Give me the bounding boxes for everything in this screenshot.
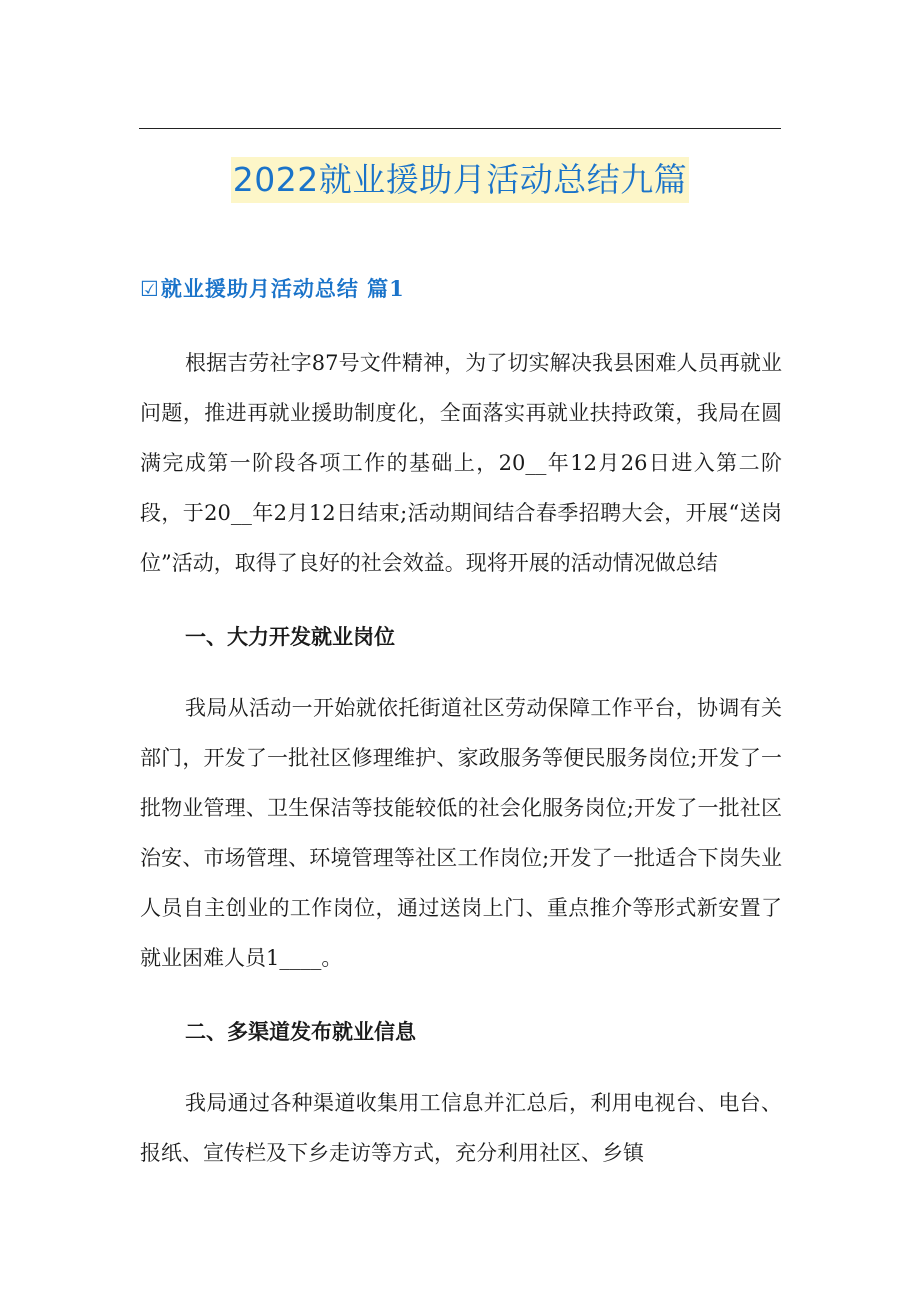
- checkbox-icon: ☑: [140, 277, 160, 301]
- section-heading: [140, 273, 405, 305]
- paragraph-jobs: 我局从活动一开始就依托街道社区劳动保障工作平台，协调有关部门，开发了一批社区修理维护、家政服务等便民服务岗位;开发了一批物业管理、卫生保洁等技能较低的社会化服务岗位;开发了一批社区治安、市场管理、环境管理等社区工作岗位;开发了一批适合下岗失业人员自主创业的工作岗位，通过送岗上门、重点推介等形式新安置了就业困难人员1____。: [140, 696, 782, 970]
- document-body: [140, 338, 782, 1178]
- section-heading-text: 就业援助月活动总结 篇1: [160, 276, 405, 301]
- title-container: [0, 157, 920, 203]
- paragraph-info: 我局通过各种渠道收集用工信息并汇总后，利用电视台、电台、报纸、宣传栏及下乡走访等方式，充分利用社区、乡镇: [140, 1091, 782, 1165]
- paragraph-intro: 根据吉劳社字87号文件精神，为了切实解决我县困难人员再就业问题，推进再就业援助制度化，全面落实再就业扶持政策，我局在圆满完成第一阶段各项工作的基础上，20__年12月26日进入第二阶段，于20__年2月12日结束;活动期间结合春季招聘大会，开展“送岗位”活动，取得了良好的社会效益。现将开展的活动情况做总结: [140, 351, 782, 575]
- header-rule: [139, 128, 781, 129]
- subheading-2: 二、多渠道发布就业信息: [185, 1020, 416, 1044]
- document-title: 2022就业援助月活动总结九篇: [231, 157, 689, 203]
- subheading-1: 一、大力开发就业岗位: [185, 625, 395, 649]
